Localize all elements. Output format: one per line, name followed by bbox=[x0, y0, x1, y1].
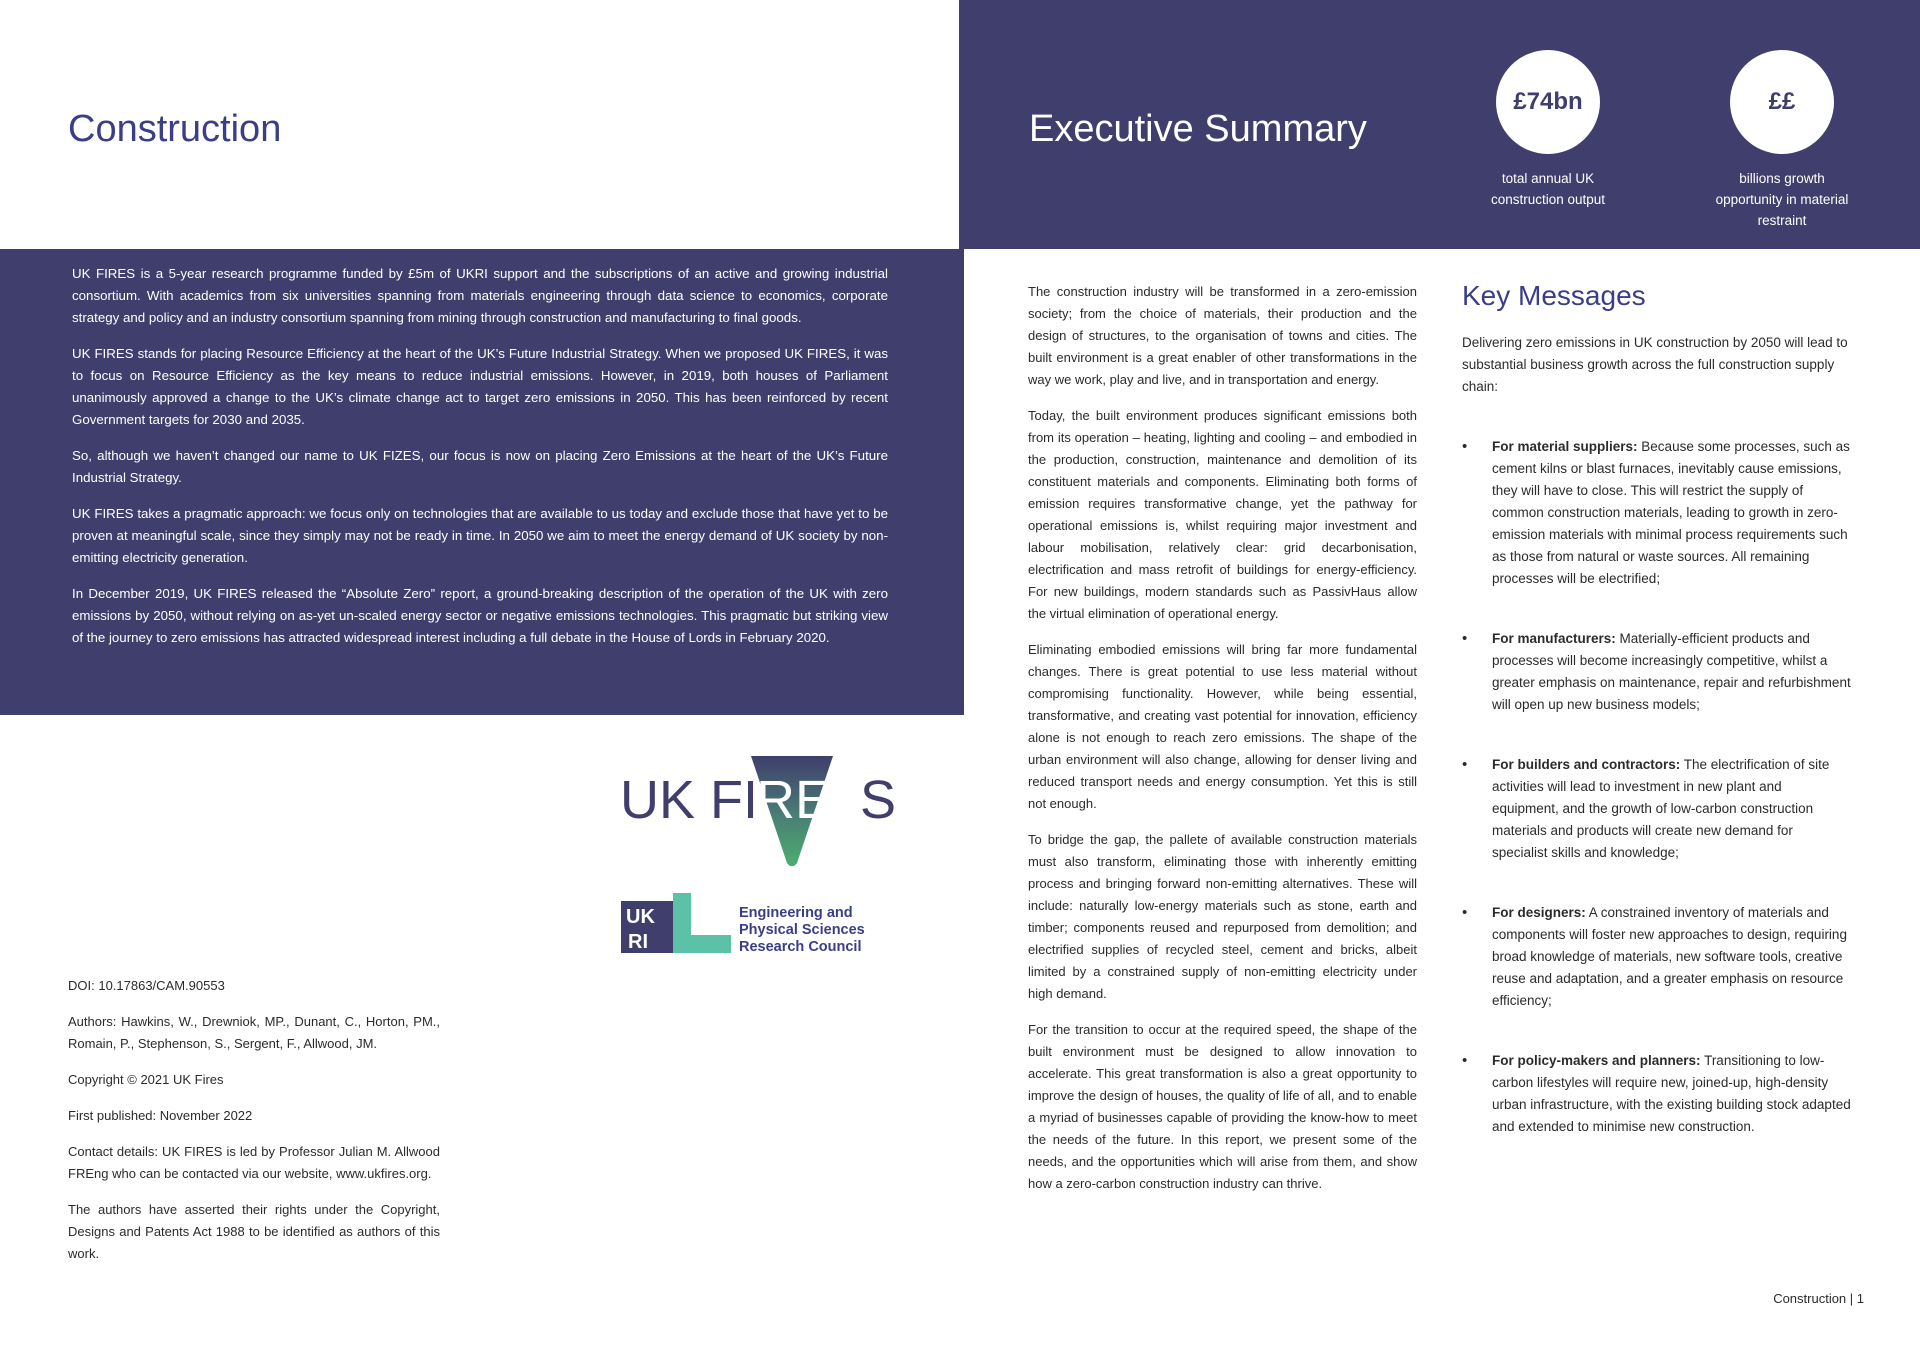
summary-paragraph: The construction industry will be transformed in a zero-emission society; from the choice of materials, their production and the design of structures, to the organisation of towns and cities. The built environment is a great enabler of other transformations in the way we work, play and live, and in transportation and energy. bbox=[1028, 284, 1417, 387]
ukfires-logo-text-mid: RE bbox=[756, 770, 832, 830]
publication-details bbox=[68, 975, 440, 1279]
summary-paragraph: For the transition to occur at the required speed, the shape of the built environment must be designed to allow innovation to accelerate. This great transformation is also a great opportunity to improve the design of houses, the quality of life of all, and to enable a myriad of businesses capable of providing the know-how to meet the needs of the future. In this report, we present some of the needs, and the opportunities which will arise from them, and show how a zero-carbon construction industry can thrive. bbox=[1028, 1022, 1417, 1191]
list-item bbox=[1462, 754, 1852, 864]
page-footer: Construction | 1 bbox=[1773, 1291, 1864, 1306]
intro-paragraph: UK FIRES is a 5-year research programme funded by £5m of UKRI support and the subscriptions of an active and growing industrial consortium. With academics from six universities spanning from materials engineering through data science to economics, corporate strategy and policy and an industry consortium spanning from mining through construction and manufacturing to final goods. bbox=[72, 266, 888, 325]
authors: Authors: Hawkins, W., Drewniok, MP., Dunant, C., Horton, PM., Romain, P., Stephenson, S., Sergent, F., Allwood, JM. bbox=[68, 1014, 440, 1051]
intro-panel bbox=[0, 249, 964, 715]
list-item-lead: For material suppliers: bbox=[1492, 439, 1638, 454]
list-item bbox=[1462, 436, 1852, 590]
contact-details: Contact details: UK FIRES is led by Professor Julian M. Allwood FREng who can be contacted via our website, www.ukfires.org. bbox=[68, 1144, 440, 1181]
ukfires-logo bbox=[620, 756, 900, 866]
summary-paragraph: Today, the built environment produces significant emissions both from its operation – heating, lighting and cooling – and embodied in the production, construction, maintenance and demolition of its constituent materials and components. Eliminating both forms of emission requires transformative change, yet the pathway for operational emissions is, whilst requiring major investment and labour mobilisation, relatively clear: grid decarbonisation, electrification and mass retrofit of buildings for energy-efficiency. For new buildings, modern standards such as PassivHaus allow the virtual elimination of operational energy. bbox=[1028, 408, 1417, 621]
intro-paragraph: UK FIRES takes a pragmatic approach: we focus only on technologies that are available to us today and exclude those that have yet to be proven at meaningful scale, since they simply may not be ready in time. In 2050 we aim to meet the energy demand of UK society by non-emitting electricity generation. bbox=[72, 506, 888, 565]
intro-paragraph: UK FIRES stands for placing Resource Efficiency at the heart of the UK’s Future Industrial Strategy. When we proposed UK FIRES, it was to focus on Resource Efficiency as the key means to reduce industrial emissions. However, in 2019, both houses of Parliament unanimously approved a change to the UK’s climate change act to target zero emissions in 2050. This has been reinforced by recent Government targets for 2030 and 2035. bbox=[72, 346, 888, 427]
key-messages bbox=[1462, 280, 1852, 1176]
executive-summary-title: Executive Summary bbox=[1029, 108, 1367, 150]
stat-label-line: opportunity in material bbox=[1715, 192, 1849, 207]
list-item-lead: For designers: bbox=[1492, 905, 1586, 920]
list-item-lead: For manufacturers: bbox=[1492, 631, 1616, 646]
ukri-logo bbox=[621, 893, 741, 955]
stat-label-line: construction output bbox=[1490, 192, 1606, 207]
summary-paragraph: Eliminating embodied emissions will bring far more fundamental changes. There is great potential to use less material without compromising functionality. However, while being essential, transformative, and creating vast potential for innovation, efficiency alone is not enough to reach zero emissions. The shape of the urban environment will also change, allowing for denser living and reduced transport needs and energy consumption. Yet this is still not enough. bbox=[1028, 642, 1417, 811]
copyright: Copyright © 2021 UK Fires bbox=[68, 1072, 224, 1087]
intro-paragraph: So, although we haven’t changed our name to UK FIZES, our focus is now on placing Zero Emissions at the heart of the UK’s Future Industrial Strategy. bbox=[72, 448, 888, 485]
list-item-text: A constrained inventory of materials and components will foster new approaches to design, requiring broad knowledge of materials, new software tools, creative reuse and adaptation, and a greater emphasis on resource efficiency; bbox=[1492, 905, 1847, 1008]
stat-label-line: restraint bbox=[1757, 213, 1807, 228]
list-item-text: Because some processes, such as cement kilns or blast furnaces, inevitably cause emissions, they will have to close. This will restrict the supply of common construction materials, leading to growth in zero-emission materials with minimal process requirements such as those from natural or waste sources. All remaining processes will be electrified; bbox=[1492, 439, 1850, 586]
ukri-text-top: UK bbox=[626, 906, 655, 928]
key-messages-title: Key Messages bbox=[1462, 280, 1646, 311]
stat-label bbox=[1682, 168, 1882, 231]
epsrc-line: Engineering and bbox=[739, 905, 853, 921]
stat-value: ££ bbox=[1730, 50, 1834, 154]
key-messages-list bbox=[1462, 436, 1852, 1138]
summary-paragraph: To bridge the gap, the pallete of available construction materials must also transform, eliminating those with inherently emitting process and bringing forward non-emitting alternatives. These will include: naturally low-energy materials such as stone, earth and timber; components reused and repurposed from demolition; and electrified supplies of recycled steel, cement and bricks, albeit limited by a constrained supply of non-emitting electricity under high demand. bbox=[1028, 832, 1417, 1001]
list-item bbox=[1462, 1050, 1852, 1138]
epsrc-line: Research Council bbox=[739, 939, 862, 955]
rights-statement: The authors have asserted their rights under the Copyright, Designs and Patents Act 1988 to be identified as authors of this work. bbox=[68, 1202, 440, 1261]
epsrc-line: Physical Sciences bbox=[739, 922, 865, 938]
list-item-text: The electrification of site activities will lead to investment in new plant and equipment, and the growth of low-carbon construction materials and products will create new demand for specialist skills and knowledge; bbox=[1492, 757, 1830, 860]
list-item-lead: For policy-makers and planners: bbox=[1492, 1053, 1701, 1068]
summary-body bbox=[1028, 281, 1417, 1209]
first-published: First published: November 2022 bbox=[68, 1108, 253, 1123]
ukfires-logo-text-right: S bbox=[860, 770, 897, 830]
stat-label bbox=[1448, 168, 1648, 210]
stat-construction-output bbox=[1448, 50, 1648, 210]
stat-label-line: total annual UK bbox=[1501, 171, 1595, 186]
doi: DOI: 10.17863/CAM.90553 bbox=[68, 978, 225, 993]
list-item bbox=[1462, 902, 1852, 1012]
intro-paragraph: In December 2019, UK FIRES released the “Absolute Zero” report, a ground-breaking description of the operation of the UK with zero emissions by 2050, without relying on as-yet un-scaled energy sector or negative emissions technologies. This pragmatic but striking view of the journey to zero emissions has attracted widespread interest including a full debate in the House of Lords in February 2020. bbox=[72, 586, 888, 645]
list-item-lead: For builders and contractors: bbox=[1492, 757, 1681, 772]
ukfires-logo-text-left: UK FI bbox=[620, 770, 759, 830]
stat-value: £74bn bbox=[1496, 50, 1600, 154]
list-item-text: Materially-efficient products and processes will become increasingly competitive, whilst a greater emphasis on maintenance, repair and refurbishment will open up new business models; bbox=[1492, 631, 1851, 712]
stat-growth-opportunity bbox=[1682, 50, 1882, 231]
page-title: Construction bbox=[68, 108, 282, 150]
key-messages-intro: Delivering zero emissions in UK construction by 2050 will lead to substantial business growth across the full construction supply chain: bbox=[1462, 335, 1848, 394]
ukri-text-bottom: RI bbox=[628, 931, 648, 953]
list-item bbox=[1462, 628, 1852, 716]
stat-label-line: billions growth bbox=[1739, 171, 1825, 186]
epsrc-name bbox=[739, 905, 865, 956]
list-item-text: Transitioning to low-carbon lifestyles will require new, joined-up, high-density urban infrastructure, with the existing building stock adapted and extended to minimise new construction. bbox=[1492, 1053, 1851, 1134]
